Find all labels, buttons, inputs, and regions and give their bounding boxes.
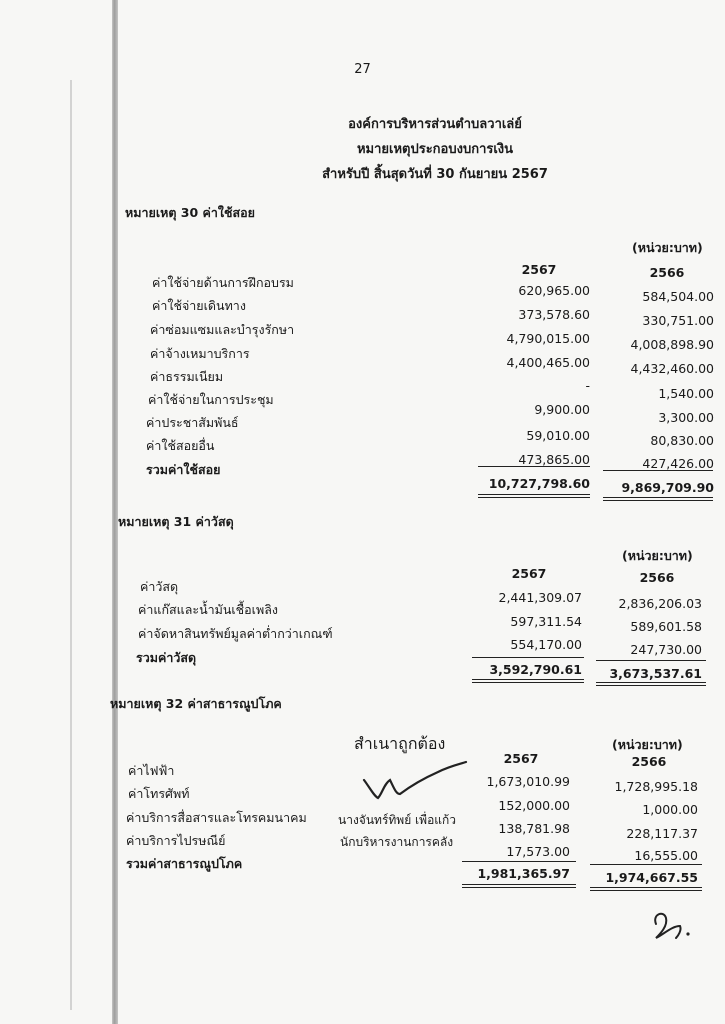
- note-30-row-2567: 4,790,015.00: [506, 331, 590, 346]
- note-31-total-2567: 3,592,790.61: [489, 662, 582, 677]
- note-31-total-label: รวมค่าวัสดุ: [136, 650, 197, 665]
- note-30-row-2566: 427,426.00: [642, 456, 714, 471]
- note-32-double-rule-2566: [590, 887, 702, 891]
- note-31-total-rule-2567: [472, 657, 584, 658]
- note-31-double-rule-2567: [472, 679, 584, 683]
- note-30-row-label: ค่าธรรมเนียม: [150, 369, 224, 384]
- note-30-row-2567: 620,965.00: [518, 283, 590, 298]
- note-30-row-2567: 373,578.60: [518, 307, 590, 322]
- note-30-total-rule-2566: [603, 470, 713, 471]
- note-30-total-rule-2567: [478, 466, 590, 467]
- certifier-signature: [360, 758, 470, 808]
- note-31-total-2566: 3,673,537.61: [609, 666, 702, 681]
- certifier-name: นางจันทร์ทิพย์ เพื่อแก้ว: [338, 813, 457, 827]
- note-30-double-rule-2567: [478, 494, 590, 498]
- note-32-row-2567: 152,000.00: [498, 798, 570, 813]
- note-32-row-label: ค่าบริการสื่อสารและโทรคมนาคม: [126, 810, 307, 825]
- note-30-row-2567: 9,900.00: [534, 402, 590, 417]
- initials-mark: [646, 904, 696, 944]
- note-31-total-rule-2566: [596, 660, 706, 661]
- note-32-total-2567: 1,981,365.97: [477, 866, 570, 881]
- note-30-row-label: ค่าใช้จ่ายด้านการฝึกอบรม: [152, 275, 294, 290]
- note-32-total-rule-2566: [590, 864, 702, 865]
- note-32-row-label: ค่าไฟฟ้า: [128, 763, 175, 778]
- note-31-year-2567: 2567: [511, 566, 547, 581]
- note-30-total-2566: 9,869,709.90: [621, 480, 714, 495]
- note-31-row-2566: 589,601.58: [630, 619, 702, 634]
- note-32-row-label: ค่าโทรศัพท์: [128, 786, 190, 801]
- note-30-row-2567: 473,865.00: [518, 452, 590, 467]
- note-30-row-2567: 59,010.00: [526, 428, 590, 443]
- note-30-row-2566: 330,751.00: [642, 313, 714, 328]
- note-30-double-rule-2566: [603, 497, 713, 501]
- note-30-row-label: ค่าซ่อมแซมและบำรุงรักษา: [150, 322, 295, 337]
- note-30-row-2566: 4,432,460.00: [630, 361, 714, 376]
- note-30-row-2566: 80,830.00: [650, 433, 714, 448]
- note-30-row-2566: 4,008,898.90: [630, 337, 714, 352]
- note-32-row-2566: 1,000.00: [642, 802, 698, 817]
- certifier-position: นักบริหารงานการคลัง: [340, 835, 454, 849]
- note-30-row-2566: 3,300.00: [658, 410, 714, 425]
- note-30-row-2567: -: [585, 378, 590, 393]
- note-32-row-2566: 228,117.37: [626, 826, 698, 841]
- note-30-title: หมายเหตุ 30 ค่าใช้สอย: [125, 205, 255, 220]
- certified-copy-stamp: สำเนาถูกต้อง: [354, 734, 446, 753]
- note-31-row-2567: 597,311.54: [510, 614, 582, 629]
- note-30-year-2566: 2566: [649, 265, 685, 280]
- page-number: 27: [354, 62, 371, 77]
- note-31-row-label: ค่าแก๊สและน้ำมันเชื้อเพลิง: [138, 602, 278, 617]
- note-30-total-2567: 10,727,798.60: [488, 476, 590, 491]
- note-30-year-2567: 2567: [521, 262, 557, 277]
- note-32-unit: (หน่วย:บาท): [612, 737, 683, 752]
- note-32-row-2566: 16,555.00: [634, 848, 698, 863]
- note-31-row-2567: 554,170.00: [510, 637, 582, 652]
- note-31-row-2567: 2,441,309.07: [498, 590, 582, 605]
- org-name: องค์การบริหารส่วนตำบลวาเล่ย์: [348, 117, 522, 132]
- note-32-row-label: ค่าบริการไปรษณีย์: [126, 833, 226, 848]
- note-32-total-2566: 1,974,667.55: [605, 870, 698, 885]
- note-31-double-rule-2566: [596, 682, 706, 686]
- note-32-title: หมายเหตุ 32 ค่าสาธารณูปโภค: [110, 696, 282, 711]
- note-30-row-label: ค่าประชาสัมพันธ์: [146, 415, 239, 430]
- note-32-double-rule-2567: [462, 884, 576, 888]
- note-32-row-2567: 17,573.00: [506, 844, 570, 859]
- note-31-row-label: ค่าวัสดุ: [140, 579, 179, 594]
- note-30-row-2566: 584,504.00: [642, 289, 714, 304]
- note-32-row-2567: 1,673,010.99: [486, 774, 570, 789]
- document-title: หมายเหตุประกอบงบการเงิน: [356, 142, 514, 157]
- note-30-row-label: ค่าจ้างเหมาบริการ: [150, 346, 250, 361]
- note-30-row-label: ค่าใช้จ่ายในการประชุม: [148, 392, 274, 407]
- note-32-row-2566: 1,728,995.18: [614, 779, 698, 794]
- note-30-row-label: ค่าใช้สอยอื่น: [146, 438, 215, 453]
- note-31-row-label: ค่าจัดหาสินทรัพย์มูลค่าต่ำกว่าเกณฑ์: [138, 626, 333, 641]
- note-30-row-2567: 4,400,465.00: [506, 355, 590, 370]
- note-30-total-label: รวมค่าใช้สอย: [146, 462, 221, 477]
- note-31-row-2566: 247,730.00: [630, 642, 702, 657]
- note-32-total-rule-2567: [462, 861, 576, 862]
- note-31-year-2566: 2566: [639, 570, 675, 585]
- note-31-title: หมายเหตุ 31 ค่าวัสดุ: [118, 514, 234, 529]
- note-30-row-2566: 1,540.00: [658, 386, 714, 401]
- note-30-row-label: ค่าใช้จ่ายเดินทาง: [152, 298, 246, 313]
- note-30-unit: (หน่วย:บาท): [632, 240, 703, 255]
- scan-edge-line: [70, 80, 72, 1010]
- note-31-row-2566: 2,836,206.03: [618, 596, 702, 611]
- period-line: สำหรับปี สิ้นสุดวันที่ 30 กันยายน 2567: [322, 167, 548, 182]
- note-31-unit: (หน่วย:บาท): [622, 548, 693, 563]
- note-32-total-label: รวมค่าสาธารณูปโภค: [126, 856, 243, 871]
- note-32-year-2567: 2567: [503, 751, 539, 766]
- note-32-year-2566: 2566: [631, 754, 667, 769]
- note-32-row-2567: 138,781.98: [498, 821, 570, 836]
